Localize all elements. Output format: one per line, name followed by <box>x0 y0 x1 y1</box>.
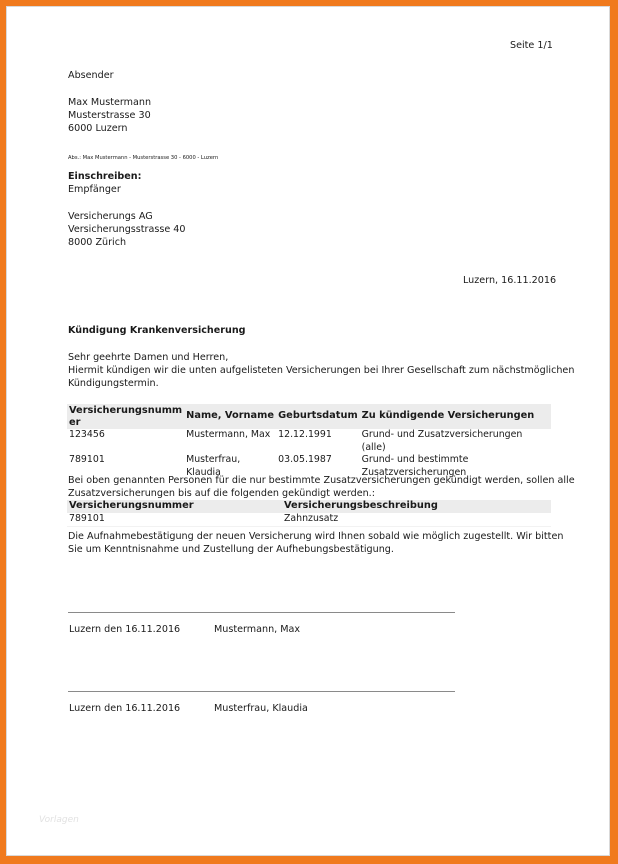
table-cell: 789101 <box>69 454 105 465</box>
table-cell: Zahnzusatz <box>282 513 551 527</box>
column-header: Geburtsdatum <box>276 404 360 429</box>
column-header: Versicherungsnummer <box>67 500 282 513</box>
table-cell: Musterfrau, Klaudia <box>186 454 241 478</box>
body-text-line: Kündigungstermin. <box>68 378 159 389</box>
signature-place-date: Luzern den 16.11.2016 <box>69 624 181 635</box>
place-date: Luzern, 16.11.2016 <box>463 275 557 286</box>
table-cell: 12.12.1991 <box>278 429 332 440</box>
column-header: Versicherungsnumm er <box>69 404 183 428</box>
signature-line <box>68 691 455 692</box>
table-cell: 123456 <box>69 429 105 440</box>
sender-name: Max Mustermann <box>68 97 152 108</box>
sender-city: 6000 Luzern <box>68 123 128 134</box>
table-cell: Grund- und bestimmte Zusatzversicherungen <box>361 454 469 478</box>
table-header-row <box>67 500 551 513</box>
body-text-line: Sie um Kenntnisnahme und Zustellung der Aufhebungsbestätigung. <box>68 544 394 555</box>
document-page <box>6 6 610 856</box>
table-cell: 03.05.1987 <box>278 454 332 465</box>
table-header-row <box>67 404 551 429</box>
signature-name: Musterfrau, Klaudia <box>214 703 308 714</box>
column-header: Zu kündigende Versicherungen <box>360 404 551 429</box>
registered-mail-label: Einschreiben: <box>68 171 142 182</box>
sender-label: Absender <box>68 70 114 81</box>
signature-name: Mustermann, Max <box>214 624 301 635</box>
page-number: Seite 1/1 <box>510 40 553 51</box>
signature-line <box>68 612 455 613</box>
table-cell: Grund- und Zusatzversicherungen (alle) <box>361 429 523 453</box>
excluded-insurance-table <box>67 500 551 527</box>
table-cell: 789101 <box>67 513 282 527</box>
body-text-line: Zusatzversicherungen bis auf die folgenden gekündigt werden.: <box>68 488 375 499</box>
table-cell: Mustermann, Max <box>186 429 271 440</box>
recipient-company: Versicherungs AG <box>68 211 153 222</box>
signature-place-date: Luzern den 16.11.2016 <box>69 703 181 714</box>
subject-line: Kündigung Krankenversicherung <box>68 325 246 336</box>
recipient-street: Versicherungsstrasse 40 <box>68 224 186 235</box>
recipient-city: 8000 Zürich <box>68 237 127 248</box>
column-header: Name, Vorname <box>184 404 276 429</box>
watermark: Vorlagen <box>39 815 79 825</box>
table-row <box>67 513 551 527</box>
return-address-line: Abs.: Max Mustermann - Musterstrasse 30 - 6000 - Luzern <box>68 155 219 161</box>
body-text-line: Hiermit kündigen wir die unten aufgelisteten Versicherungen bei Ihrer Gesellschaft zum nächstmöglichen <box>68 365 575 376</box>
insurance-cancellation-table <box>67 404 551 479</box>
body-text-line: Bei oben genannten Personen für die nur bestimmte Zusatzversicherungen gekündigt werden, sollen alle <box>68 475 575 486</box>
column-header: Versicherungsbeschreibung <box>282 500 551 513</box>
table-row <box>67 429 551 454</box>
salutation: Sehr geehrte Damen und Herren, <box>68 352 229 363</box>
body-text-line: Die Aufnahmebestätigung der neuen Versicherung wird Ihnen sobald wie möglich zugestellt. Wir bitten <box>68 531 564 542</box>
sender-street: Musterstrasse 30 <box>68 110 151 121</box>
recipient-label: Empfänger <box>68 184 121 195</box>
